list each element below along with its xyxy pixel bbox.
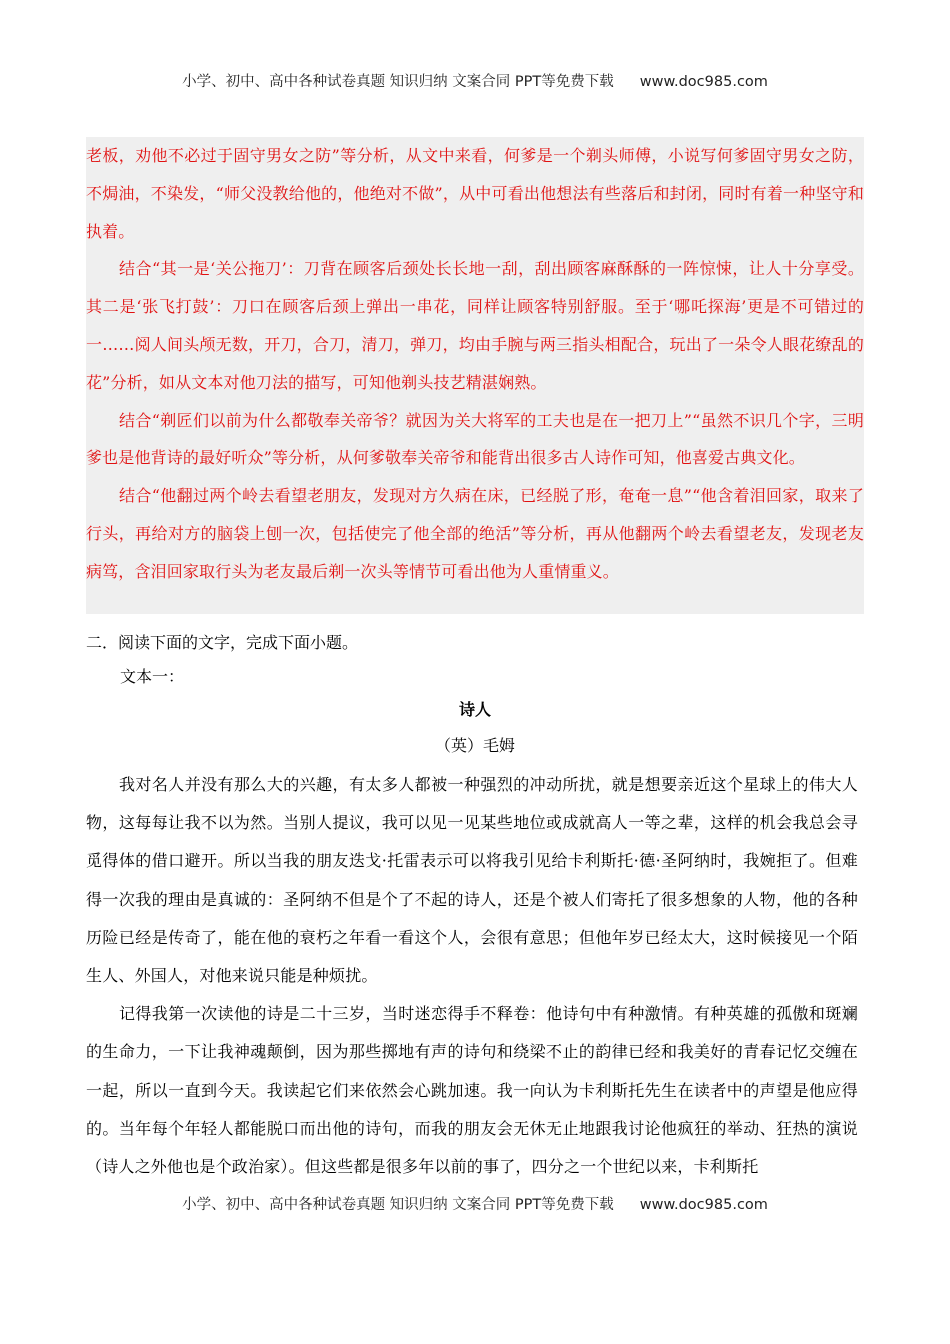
- answer-analysis-block: [86, 137, 864, 614]
- article-paragraph-2: 记得我第一次读他的诗是二十三岁，当时迷恋得手不释卷：他诗句中有种激情。有种英雄的孤傲和斑斓的生命力，一下让我神魂颠倒，因为那些掷地有声的诗句和绕梁不止的韵律已经和我美好的青春记忆交缠在一起，所以一直到今天。我读起它们来依然会心跳加速。我一向认为卡利斯托先生在读者中的声望是他应得的。当年每个年轻人都能脱口而出他的诗句，而我的朋友会无休无止地跟我讨论他疯狂的举动、狂热的演说（诗人之外他也是个政治家）。但这些都是很多年以前的事了，四分之一个世纪以来，卡利斯托: [86, 1004, 858, 1177]
- page-header: [0, 70, 950, 91]
- footer-url[interactable]: www.doc985.com: [639, 1197, 768, 1213]
- answer-paragraph-3: 结合“剃匠们以前为什么都敬奉关帝爷？就因为关大将军的工夫也是在一把刀上”“虽然不识几个字，三明爹也是他背诗的最好听众”等分析，从何爹敬奉关帝爷和能背出很多古人诗作可知，他喜爱古典文化。: [86, 410, 864, 468]
- answer-paragraph-2: 结合“其一是‘关公拖刀’：刀背在顾客后颈处长长地一刮，刮出顾客麻酥酥的一阵惊悚，让人十分享受。其二是‘张飞打鼓’：刀口在顾客后颈上弹出一串花，同样让顾客特别舒服。至于‘哪吒探海’更是不可错过的一……阅人间头颅无数，开刀，合刀，清刀，弹刀，均由手腕与两三指头相配合，玩出了一朵令人眼花缭乱的花”分析，如从文本对他刀法的描写，可知他剃头技艺精湛娴熟。: [86, 259, 864, 392]
- article-author: （英）毛姆: [434, 736, 515, 755]
- answer-paragraph-1: 老板，劝他不必过于固守男女之防”等分析，从文中来看，何爹是一个剃头师傅，小说写何爹固守男女之防，不焗油，不染发，“师父没教给他的，他绝对不做”，从中可看出他想法有些落后和封闭，同时有着一种坚守和执着。: [86, 146, 864, 241]
- answer-paragraph-4: 结合“他翻过两个岭去看望老朋友，发现对方久病在床，已经脱了形，奄奄一息”“他含着泪回家，取来了行头，再给对方的脑袋上刨一次，包括使完了他全部的绝活”等分析，再从他翻两个岭去看望老友，发现老友病笃，含泪回家取行头为老友最后剃一次头等情节可看出他为人重情重义。: [86, 486, 864, 581]
- article-title: 诗人: [458, 700, 491, 719]
- header-url[interactable]: www.doc985.com: [639, 74, 768, 90]
- article-body: [86, 766, 858, 1186]
- footer-text: 小学、初中、高中各种试卷真题 知识归纳 文案合同 PPT等免费下载: [182, 1197, 614, 1213]
- question-2-heading: 二．阅读下面的文字，完成下面小题。: [86, 633, 359, 652]
- header-text: 小学、初中、高中各种试卷真题 知识归纳 文案合同 PPT等免费下载: [182, 74, 614, 90]
- page-footer: [0, 1193, 950, 1214]
- article-paragraph-1: 我对名人并没有那么大的兴趣，有太多人都被一种强烈的冲动所扰，就是想要亲近这个星球上的伟大人物，这每每让我不以为然。当别人提议，我可以见一见某些地位或成就高人一等之辈，这样的机会我总会寻觅得体的借口避开。所以当我的朋友迭戈·托雷表示可以将我引见给卡利斯托·德·圣阿纳时，我婉拒了。但难得一次我的理由是真诚的：圣阿纳不但是个了不起的诗人，还是个被人们寄托了很多想象的人物，他的各种历险已经是传奇了，能在他的衰朽之年看一看这个人，会很有意思；但他年岁已经太大，这时候接见一个陌生人、外国人，对他来说只能是种烦扰。: [86, 775, 858, 986]
- text-one-label: 文本一：: [120, 667, 185, 686]
